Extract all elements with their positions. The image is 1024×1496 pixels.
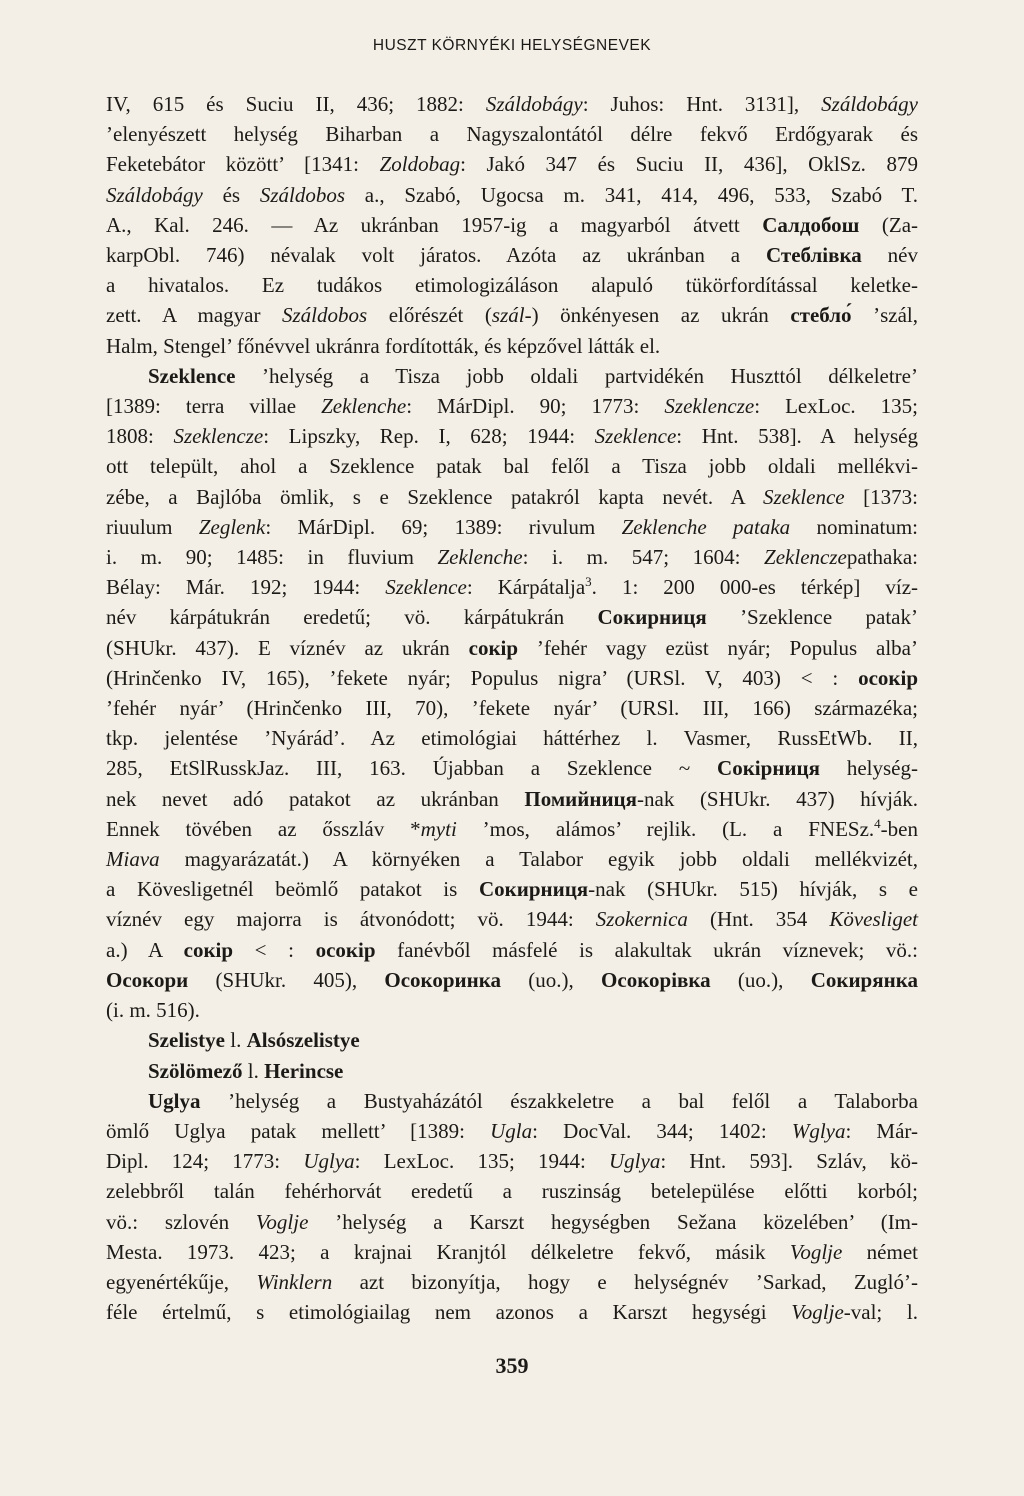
- page-number: 359: [495, 1353, 529, 1378]
- text-line: zébe, a Bajlóba ömlik, s e Szeklence patakról kapta nevét. A Szeklence [1373:: [106, 484, 918, 509]
- text-line: zett. A magyar Száldobos előrészét (szál-) önkényesen az ukrán стебло́ ’szál,: [106, 303, 918, 328]
- text-line: 285, EtSlRusskJaz. III, 163. Újabban a Szeklence ~ Сокiрниця helység-: [106, 756, 918, 781]
- text-line: 1808: Szeklencze: Lipszky, Rep. I, 628; 1944: Szeklence: Hnt. 538]. A helység: [106, 424, 918, 449]
- text-line: IV, 615 és Suciu II, 436; 1882: Száldobágy: Juhos: Hnt. 3131], Száldobágy: [106, 92, 918, 116]
- text-line: víznév egy majorra is átvonódott; vö. 1944: Szokernica (Hnt. 354 Kövesliget: [106, 907, 918, 932]
- text-line: ’fehér nyár’ (Hrinčenko III, 70), ’fekete nyár’ (URSl. III, 166) származéka;: [106, 696, 918, 721]
- text-line: zelebbről talán fehérhorvát eredetű a ruszinság betelepülése előtti korból;: [106, 1179, 918, 1204]
- text-line: féle értelmű, s etimológiailag nem azonos a Karszt hegységi Voglje-val; l.: [106, 1300, 918, 1325]
- text-line: Bélay: Már. 192; 1944: Szeklence: Kárpátalja$^3$. 1: 200 000-es térkép] víz-: [106, 574, 919, 600]
- entry-szolomezo: Szölömező l. Herincse: [148, 1058, 344, 1083]
- text-line: Ennek tövében az ősszláv *myti ’mos, alámos’ rejlik. (L. a FNESz.$^4$-ben: [106, 815, 918, 841]
- body-text: [106, 89, 918, 1327]
- text-line: egyenértékűje, Winklern azt bizonyítja, hogy e helységnév ’Sarkad, Zugló’-: [106, 1269, 918, 1294]
- text-line: Mesta. 1973. 423; a krajnai Kranjtól délkeletre fekvő, másik Voglje német: [106, 1239, 918, 1264]
- text-line: vö.: szlovén Voglje ’helység a Karszt hegységben Sežana közelében’ (Im-: [106, 1209, 919, 1234]
- text-line: (SHUkr. 437). E víznév az ukrán сокiр ’fehér vagy ezüst nyár; Populus alba’: [106, 635, 918, 660]
- entry-szeklence: Szeklence ’helység a Tisza jobb oldali partvidékén Huszttól délkeletre’: [148, 363, 918, 388]
- running-header: HUSZT KÖRNYÉKI HELYSÉGNEVEK: [372, 37, 652, 54]
- text-line: karpObl. 746) névalak volt járatos. Azóta az ukránban a Стеблiвка név: [106, 243, 918, 268]
- text-line: Feketebátor között’ [1341: Zoldobag: Jakó 347 és Suciu II, 436], OklSz. 879: [106, 152, 918, 177]
- text-line: nek nevet adó patakot az ukránban Помийниця-nak (SHUkr. 437) hívják.: [106, 786, 918, 811]
- text-line: Miava magyarázatát.) A környéken a Talabor egyik jobb oldali mellékvizét,: [106, 847, 918, 872]
- text-line: riuulum Zeglenk: MárDipl. 69; 1389: rivulum Zeklenche pataka nominatum:: [106, 514, 918, 539]
- text-line: név kárpátukrán eredetű; vö. kárpátukrán Сокирниця ’Szeklence patak’: [106, 605, 918, 630]
- text-line: Halm, Stengel’ főnévvel ukránra fordították, és képzővel látták el.: [106, 333, 661, 358]
- text-line: a.) A сокiр < : осокiр fanévből másfelé is alakultak ukrán víznevek; vö.:: [106, 937, 918, 962]
- text-line: ott települt, ahol a Szeklence patak bal felől a Tisza jobb oldali mellékvi-: [106, 454, 918, 479]
- text-line: Dipl. 124; 1773: Uglya: LexLoc. 135; 1944: Uglya: Hnt. 593]. Szláv, kö-: [106, 1149, 918, 1174]
- text-line: ömlő Uglya patak mellett’ [1389: Ugla: DocVal. 344; 1402: Wglya: Már-: [106, 1118, 918, 1143]
- text-line: Száldobágy és Száldobos a., Szabó, Ugocsa m. 341, 414, 496, 533, Szabó T.: [106, 182, 918, 207]
- text-line: (Hrinčenko IV, 165), ’fekete nyár; Populus nigra’ (URSl. V, 403) < : осокiр: [106, 665, 918, 690]
- entry-uglya: Uglya ’helység a Bustyaházától északkeletre a bal felől a Talaborba: [148, 1088, 918, 1113]
- text-line: [1389: terra villae Zeklenche: MárDipl. 90; 1773: Szeklencze: LexLoc. 135;: [106, 394, 919, 419]
- text-line: a hivatalos. Ez tudákos etimologizáláson alapuló tükörfordítással keletke-: [106, 273, 918, 298]
- text-line: ’elenyészett helység Biharban a Nagyszalontától délre fekvő Erdőgyarak és: [106, 122, 918, 147]
- text-line: a Kövesligetnél beömlő patakot is Сокирниця-nak (SHUkr. 515) hívják, s e: [106, 877, 918, 902]
- text-line: (i. m. 516).: [106, 998, 200, 1023]
- entry-szelistye: Szelistye l. Alsószelistye: [148, 1028, 360, 1053]
- text-line: A., Kal. 246. — Az ukránban 1957-ig a magyarból átvett Салдобош (Za-: [106, 212, 919, 237]
- text-line: i. m. 90; 1485: in fluvium Zeklenche: i. m. 547; 1604: Zeklenczepathaka:: [106, 545, 918, 570]
- text-line: tkp. jelentése ’Nyárád’. Az etimológiai háttérhez l. Vasmer, RussEtWb. II,: [106, 726, 918, 751]
- text-line: Осокори (SHUkr. 405), Осокоринка (uo.), Осокорiвка (uo.), Сокирянка: [106, 967, 918, 992]
